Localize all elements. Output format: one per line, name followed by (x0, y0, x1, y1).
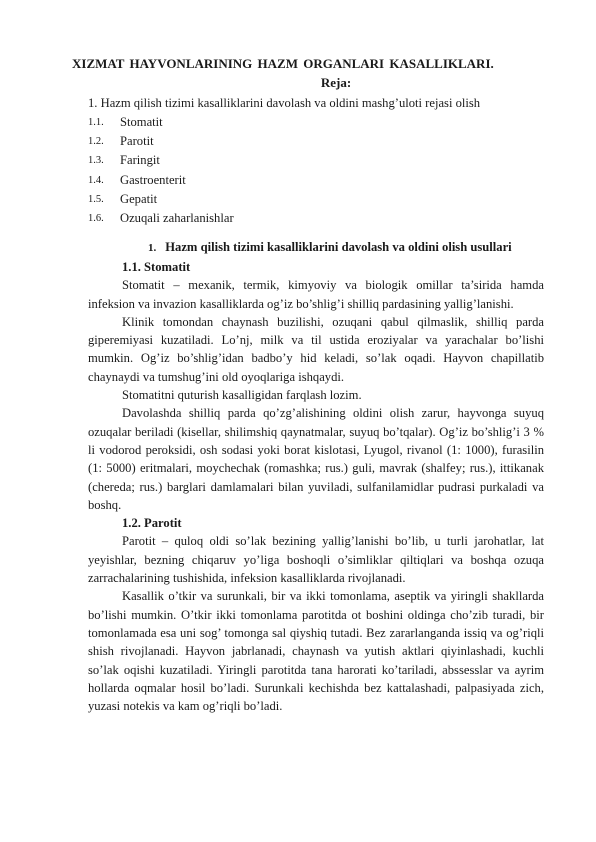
plan-subitem-text: Gepatit (120, 191, 158, 206)
section-number: 1. (148, 242, 157, 254)
section-heading (148, 238, 512, 257)
plan-subitem-text: Ozuqali zaharlanishlar (120, 210, 234, 225)
stomatit-paragraph: Davolashda shilliq parda qo’zg’alishining oldini olish zarur, hayvonga suyuq ozuqalar beriladi (kisellar, shilimshiq qaynatmalar, suyuq bo’tqalar). Og’iz bo’shlig’i 3 % li vodorod peroksidi, osh sodasi yoki borat kislotasi, Lyugol, rivanol (1: 1000), furasilin (1: 5000) eritmalari, moychechak (romashka; rus.) guli, mavrak (shalfey; rus.), ittikanak (chereda; rus.) barglari damlamalari bilan yuviladi, sulfanilamidlar pudrasi purkaladi va boshq. (88, 406, 544, 512)
plan-subitem-text: Faringit (120, 153, 160, 168)
parotit-heading: 1.2. Parotit (122, 516, 182, 531)
plan-subitem-number: 1.5. (88, 193, 104, 205)
parotit-paragraph: Kasallik o’tkir va surunkali, bir va ikki tomonlama, aseptik va yiringli shakllarda bo’lishi mumkin. O’tkir ikki tomonlama parotitda ot boshini oldinga cho’zib turadi, bir tomonlamada esa uni sog’ tomonga sal qiyshiq tutadi. Bez zararlanganda issiq va og’riqli shish rivojlanadi. Hayvon jabrlanadi, chaynash va yutish aktlari qiyinlashadi, kuchli so’lak oqishi kuzatiladi. Yiringli parotitda tana harorati ko’tariladi, abssesslar va ayrim hollarda oqmalar hosil bo’ladi. Surunkali kechishda bez kattalashadi, palpasiyada zich, yuzasi notekis va kam og’riqli bo’ladi. (88, 589, 544, 714)
plan-subitem-text: Gastroenterit (120, 172, 186, 187)
document-title: XIZMAT HAYVONLARINING HAZM ORGANLARI KASALLIKLARI. (72, 56, 494, 71)
document-body (88, 258, 544, 715)
stomatit-paragraph: Klinik tomondan chaynash buzilishi, ozuqani qabul qilmaslik, shilliq parda giperemiyasi kuzatiladi. Lo’nj, milk va til ustida eroziyalar va yarachalar bo’lishi mumkin. Og’iz bo’shlig’idan badbo’y hid keladi, so’lak oqadi. Hayvon chapillatib chaynaydi va tumshug’ini old oyoqlariga ishqaydi. (88, 314, 544, 384)
plan-subitem-number: 1.6. (88, 212, 104, 224)
section-title: Hazm qilish tizimi kasalliklarini davolash va oldini olish usullari (165, 240, 512, 254)
stomatit-heading: 1.1. Stomatit (122, 260, 191, 274)
plan-label: Reja: (320, 75, 352, 90)
plan-subitem-text: Stomatit (120, 115, 163, 129)
plan-subitem-text: Parotit (120, 134, 154, 149)
plan-main-item: 1. Hazm qilish tizimi kasalliklarini davolash va oldini mashg’uloti rejasi olish (88, 96, 481, 110)
plan-subitem-number: 1.3. (88, 155, 104, 167)
parotit-paragraph: Parotit – quloq oldi so’lak bezining yallig’lanishi bo’lib, u turli jarohatlar, lat yeyishlar, bezning chiqaruv yo’liga boshoqli o’simliklar qiltiqlari va boshqa ozuqa zarrachalarining tushishida, infeksion kasalliklarda rivojlanadi. (88, 534, 544, 586)
plan-subitem-number: 1.1. (88, 117, 104, 128)
stomatit-paragraph: Stomatit – mexanik, termik, kimyoviy va biologik omillar ta’sirida hamda infeksion va invazion kasalliklarda og’iz bo’shlig’i shilliq pardasining yallig’lanishi. (88, 278, 544, 311)
plan-subitem-number: 1.2. (88, 136, 104, 148)
stomatit-paragraph: Stomatitni quturish kasalligidan farqlash lozim. (122, 388, 362, 403)
plan-subitem-number: 1.4. (88, 174, 104, 186)
